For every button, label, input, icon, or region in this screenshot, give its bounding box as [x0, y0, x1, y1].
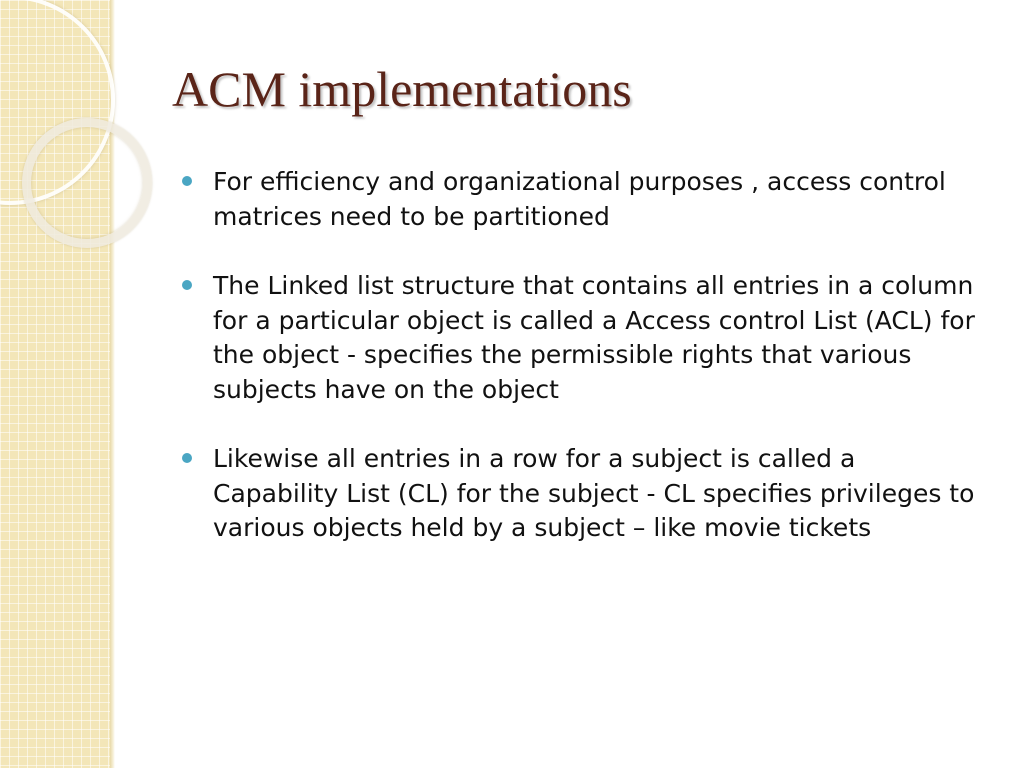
- bullet-item: [182, 269, 982, 407]
- bullet-text: For efficiency and organizational purposes , access control matrices need to be partitioned: [213, 167, 946, 231]
- bullet-list: [182, 165, 982, 581]
- bullet-text: Likewise all entries in a row for a subject is called a Capability List (CL) for the subject - CL specifies privileges to various objects held by a subject – like movie tickets: [213, 444, 975, 542]
- slide-title: ACM implementations: [172, 61, 632, 117]
- bullet-text: The Linked list structure that contains all entries in a column for a particular object is called a Access control List (ACL) for the object - specifies the permissible rights that various subjects have on the object: [213, 271, 975, 404]
- round-bullet-icon: [182, 453, 192, 463]
- decorative-ring-small: [22, 118, 152, 248]
- round-bullet-icon: [182, 176, 192, 186]
- bullet-item: [182, 442, 982, 546]
- round-bullet-icon: [182, 280, 192, 290]
- bullet-item: [182, 165, 982, 234]
